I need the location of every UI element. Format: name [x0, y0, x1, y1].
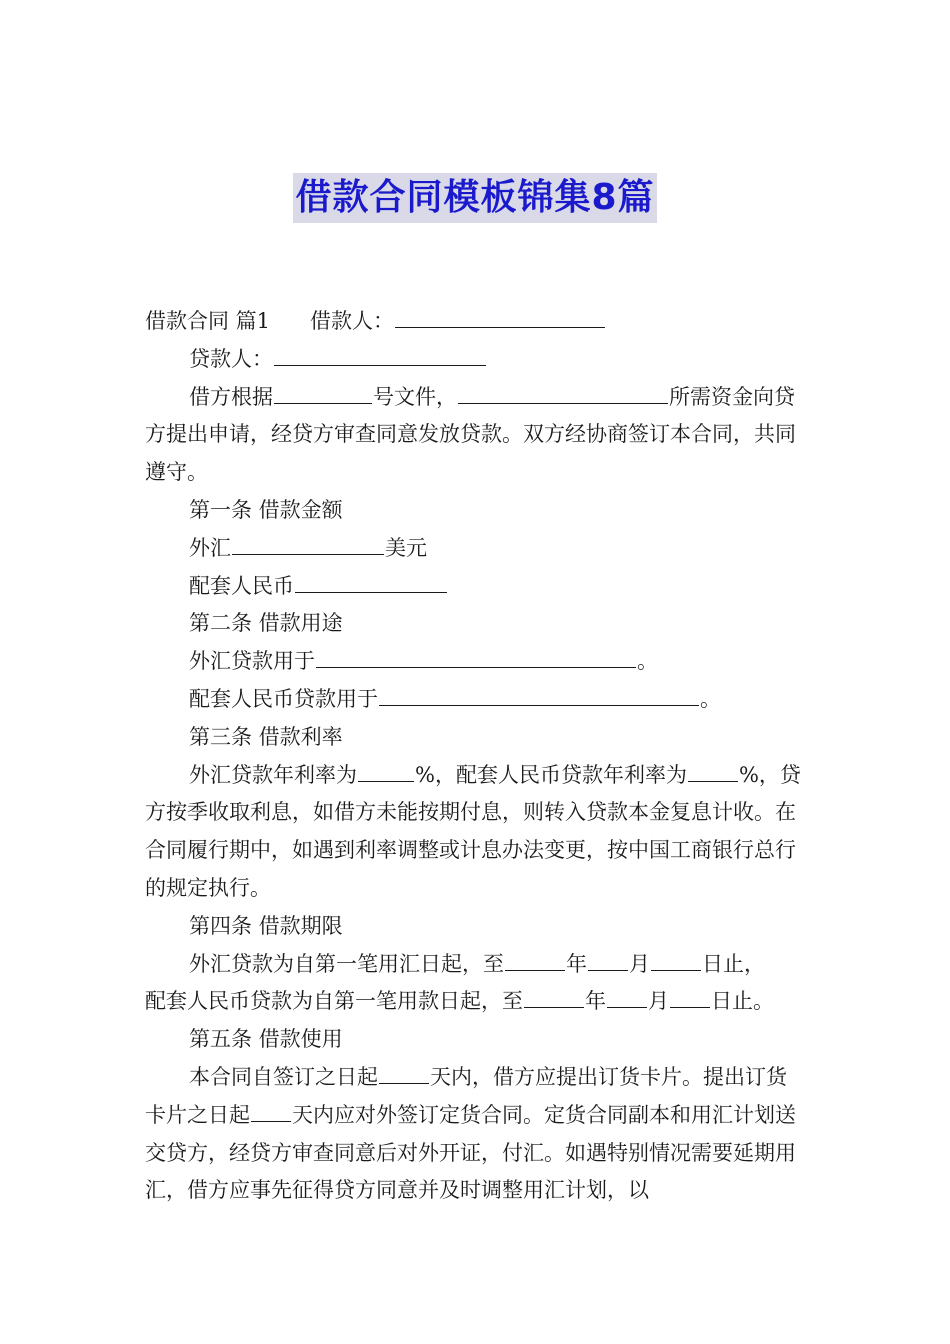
lender-label: 贷款人： — [189, 346, 273, 371]
use1-period: 。 — [637, 649, 658, 674]
term-fx-month: 月 — [629, 951, 650, 976]
rate-text-a: 外汇贷款年利率为 — [189, 762, 357, 787]
usage-text-b: 天内，借方应提出订货卡片。提出订货卡片之日起 — [145, 1064, 787, 1127]
term-rmb-day-blank — [670, 985, 710, 1008]
document-title-wrap — [0, 173, 950, 223]
paragraph-rmb-amount — [145, 568, 805, 606]
article-1-heading: 第一条 借款金额 — [189, 497, 343, 522]
rate-text-c: %，贷方按季收取利息，如借方未能按期付息，则转入贷款本金复息计收。在合同履行期中，如遇到利率调整或计息办法变更，按中国工商银行总行的规定执行。 — [145, 762, 801, 900]
article-5-heading: 第五条 借款使用 — [189, 1027, 343, 1052]
term-rmb-year-blank — [524, 985, 584, 1008]
paragraph-intro — [145, 379, 805, 492]
term-fx-day: 日止， — [702, 951, 765, 976]
usage-text-c: 天内应对外签订定货合同。定货合同副本和用汇计划送交贷方，经贷方审查同意后对外开证，付汇。如遇特别情况需要延期用汇，借方应事先征得贷方同意并及时调整用汇计划，以 — [145, 1102, 796, 1203]
rate-text-b: %，配套人民币贷款年利率为 — [415, 762, 687, 787]
article-2-heading: 第二条 借款用途 — [189, 611, 343, 636]
doc-number-blank — [274, 381, 372, 404]
fx-label: 外汇 — [189, 535, 231, 560]
paragraph-foreign-amount — [145, 530, 805, 568]
document-title: 借款合同模板锦集8篇 — [293, 173, 656, 223]
term-fx-year: 年 — [566, 951, 587, 976]
term-fx-month-blank — [588, 948, 628, 971]
article-3-heading: 第三条 借款利率 — [189, 724, 343, 749]
use1-blank — [316, 645, 636, 668]
paragraph-rate — [145, 757, 805, 908]
use2-blank — [379, 683, 699, 706]
document-body — [145, 303, 805, 1210]
rmb-rate-blank — [688, 759, 738, 782]
paragraph-term-fx — [145, 946, 805, 984]
fx-unit: 美元 — [385, 535, 427, 560]
purpose-blank — [458, 381, 668, 404]
paragraph-usage — [145, 1059, 805, 1210]
contract-label: 借款合同 篇1 — [145, 309, 271, 333]
intro-text-c: 所需资金向贷方提出申请，经贷方审查同意发放贷款。双方经协商签订本合同，共同遵守。 — [145, 384, 796, 485]
term-rmb-month-blank — [607, 985, 647, 1008]
term-fx-year-blank — [505, 948, 565, 971]
use2-period: 。 — [700, 686, 721, 711]
paragraph-lender — [145, 341, 805, 379]
term-rmb-year: 年 — [585, 989, 606, 1014]
order-days-blank — [379, 1061, 429, 1084]
use1-label: 外汇贷款用于 — [189, 649, 315, 674]
term-rmb-month: 月 — [648, 989, 669, 1014]
rmb-amount-blank — [295, 570, 447, 593]
contract-days-blank — [251, 1099, 291, 1122]
usage-text-a: 本合同自签订之日起 — [189, 1064, 378, 1089]
fx-amount-blank — [232, 532, 384, 555]
intro-text-b: 号文件， — [373, 384, 457, 409]
term-rmb-text: 配套人民币贷款为自第一笔用款日起，至 — [145, 989, 523, 1014]
lender-blank — [274, 343, 486, 366]
term-fx-text: 外汇贷款为自第一笔用汇日起，至 — [189, 951, 504, 976]
paragraph-use-2 — [145, 681, 805, 719]
rmb-label: 配套人民币 — [189, 573, 294, 598]
borrower-blank — [395, 305, 605, 328]
term-fx-day-blank — [651, 948, 701, 971]
use2-label: 配套人民币贷款用于 — [189, 686, 378, 711]
fx-rate-blank — [358, 759, 414, 782]
term-rmb-day: 日止。 — [711, 989, 774, 1014]
paragraph-use-1 — [145, 643, 805, 681]
article-4-heading: 第四条 借款期限 — [189, 913, 343, 938]
intro-text-a: 借方根据 — [189, 384, 273, 409]
paragraph-header — [145, 303, 805, 341]
borrower-label: 借款人： — [310, 309, 395, 333]
paragraph-term-rmb — [145, 983, 805, 1021]
